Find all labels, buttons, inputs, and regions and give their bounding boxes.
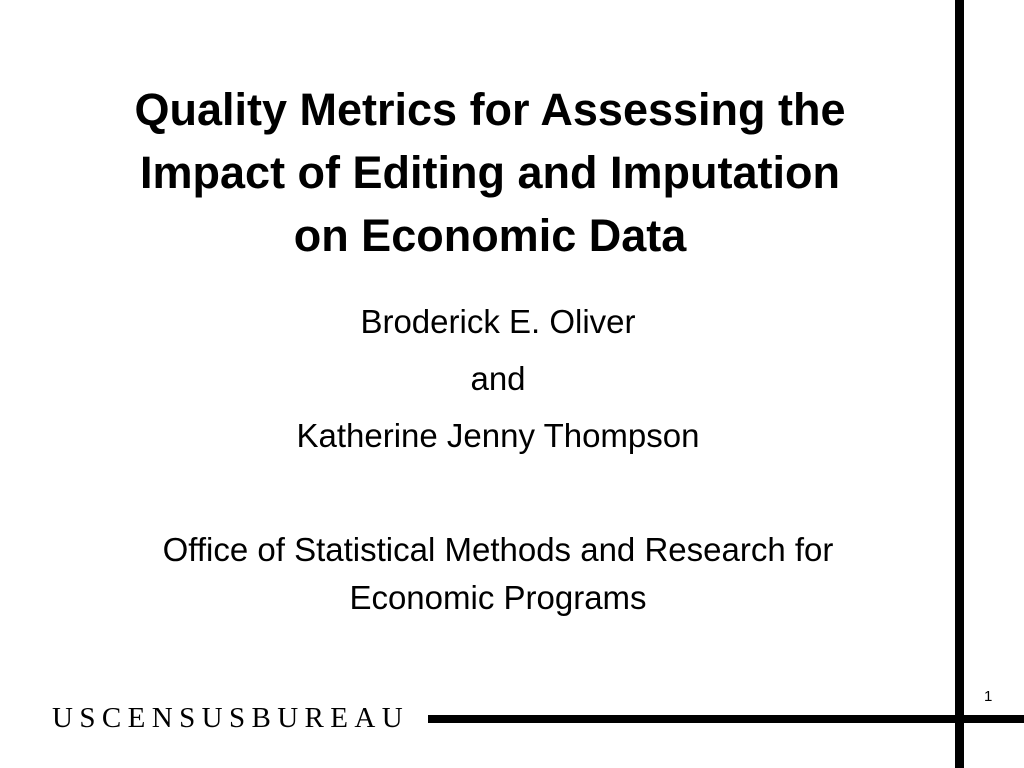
title-line: Impact of Editing and Imputation [140,147,840,198]
footer-divider [428,715,1024,723]
affiliation-line: Office of Statistical Methods and Research for [162,531,834,568]
page-number: 1 [984,688,993,705]
vertical-divider [955,0,964,768]
author-name: Katherine Jenny Thompson [296,417,700,454]
title-line: Quality Metrics for Assessing the [134,84,846,135]
affiliation-line: Economic Programs [349,579,647,616]
title-line: on Economic Data [293,210,687,261]
census-bureau-logo: USCENSUSBUREAU [52,702,410,734]
author-conjunction: and [470,360,526,397]
author-name: Broderick E. Oliver [360,303,636,340]
slide-title [40,78,940,267]
